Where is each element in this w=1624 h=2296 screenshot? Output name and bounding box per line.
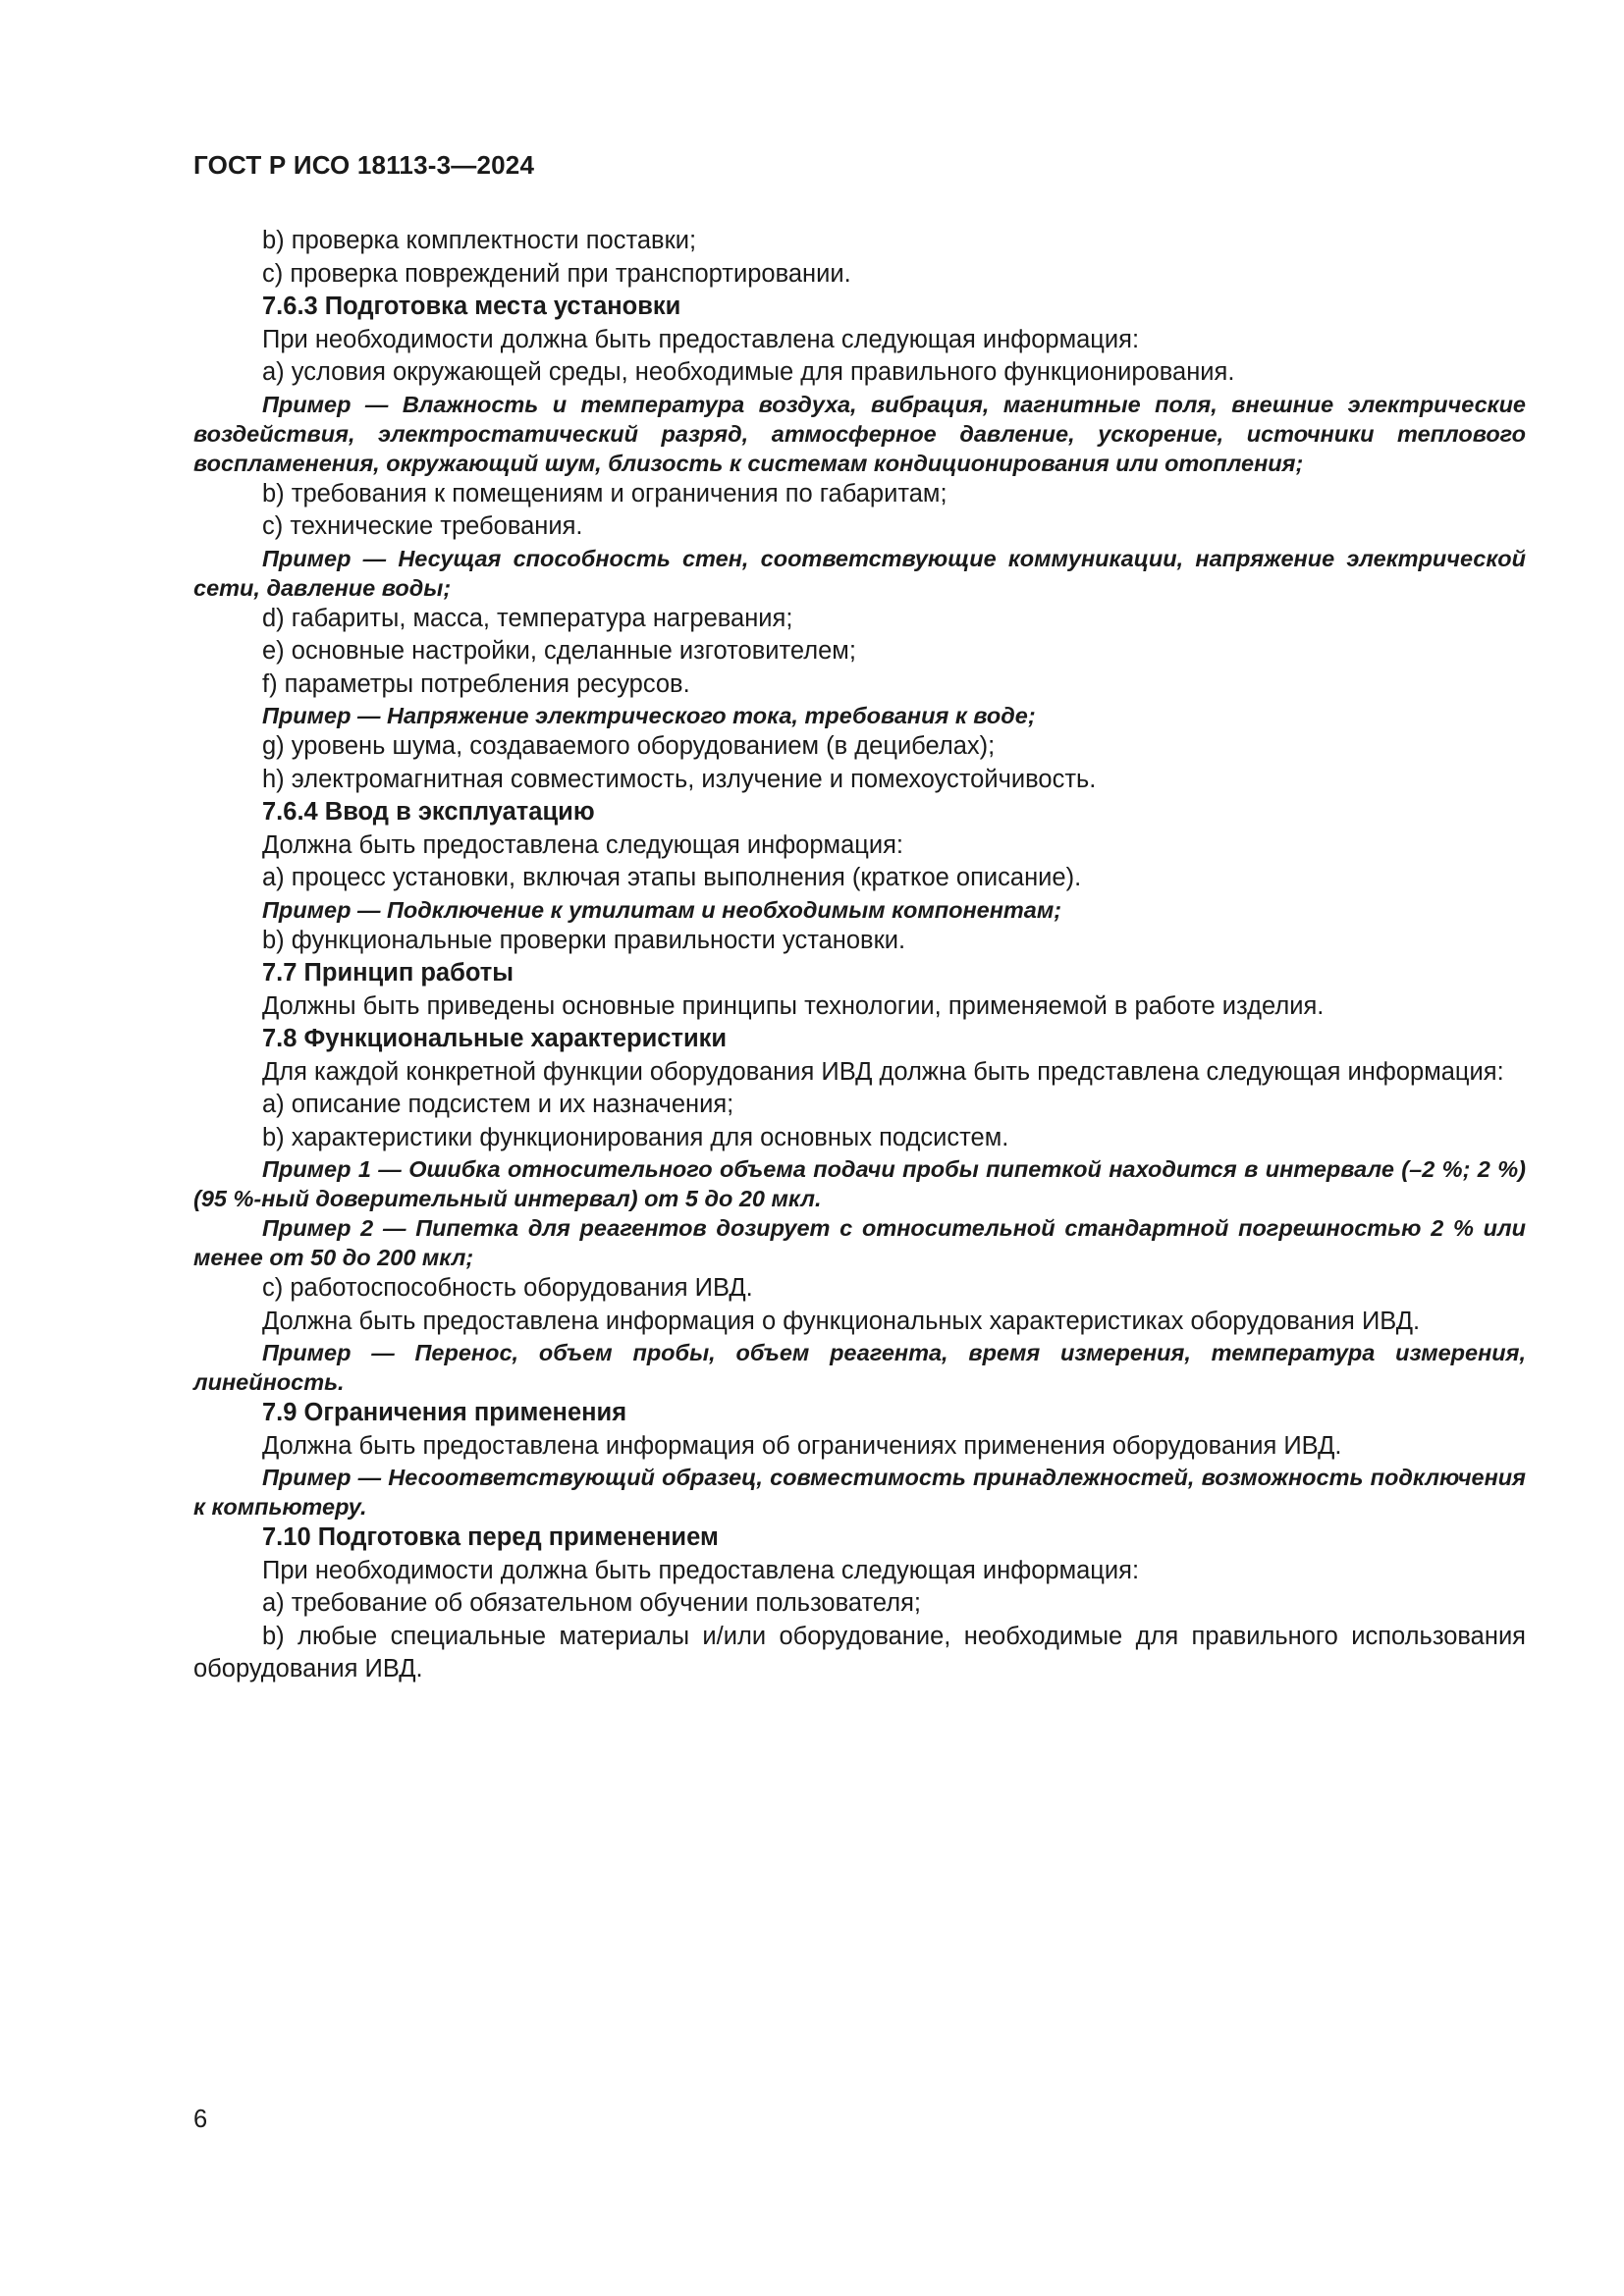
list-item: g) уровень шума, создаваемого оборудованием (в децибелах); [262, 732, 996, 760]
example-note: Пример — Несоответствующий образец, совместимость принадлежностей, возможность подключения к компьютеру. [193, 1465, 1526, 1520]
list-item: a) условия окружающей среды, необходимые для правильного функционирования. [262, 358, 1235, 386]
list-item: b) характеристики функционирования для основных подсистем. [262, 1123, 1009, 1151]
list-item: e) основные настройки, сделанные изготовителем; [262, 637, 856, 665]
paragraph: Должна быть предоставлена информация об ограничениях применения оборудования ИВД. [262, 1431, 1342, 1460]
list-item: b) проверка комплектности поставки; [262, 227, 697, 254]
example-note: Пример — Подключение к утилитам и необходимым компонентам; [262, 896, 1062, 923]
paragraph: Должна быть предоставлена информация о функциональных характеристиках оборудования ИВД. [262, 1307, 1421, 1335]
subsection-heading-7-6-4: 7.6.4 Ввод в эксплуатацию [262, 798, 595, 826]
list-item: h) электромагнитная совместимость, излучение и помехоустойчивость. [262, 765, 1097, 793]
list-item: b) функциональные проверки правильности установки. [262, 926, 906, 954]
section-heading-7-10: 7.10 Подготовка перед применением [262, 1523, 719, 1551]
paragraph: Должна быть предоставлена следующая информация: [262, 830, 904, 859]
page-number: 6 [193, 2106, 208, 2133]
list-item: a) процесс установки, включая этапы выполнения (краткое описание). [262, 864, 1082, 891]
list-item: a) описание подсистем и их назначения; [262, 1091, 734, 1118]
section-heading-7-8: 7.8 Функциональные характеристики [262, 1025, 728, 1052]
list-item: f) параметры потребления ресурсов. [262, 669, 690, 698]
example-note: Пример 2 — Пипетка для реагентов дозирует с относительной стандартной погрешностью 2 % или менее от 50 до 200 мкл; [193, 1215, 1526, 1270]
section-heading-7-9: 7.9 Ограничения применения [262, 1399, 627, 1426]
list-item: c) технические требования. [262, 512, 583, 540]
paragraph: Должны быть приведены основные принципы технологии, применяемой в работе изделия. [262, 991, 1325, 1020]
list-item: b) требования к помещениям и ограничения по габаритам; [262, 479, 947, 507]
paragraph: При необходимости должна быть предоставлена следующая информация: [262, 1556, 1140, 1584]
paragraph: При необходимости должна быть предоставлена следующая информация: [262, 325, 1140, 353]
example-note: Пример — Несущая способность стен, соответствующие коммуникации, напряжение электрической сети, давление воды; [193, 545, 1526, 601]
example-note: Пример — Влажность и температура воздуха, вибрация, магнитные поля, внешние электрические воздействия, электростатический разряд, атмосферное давление, ускорение, источники теплового воспламенения, окружающий шум, близость к системам кондиционирования или отопления; [193, 391, 1526, 476]
section-heading-7-7: 7.7 Принцип работы [262, 959, 514, 987]
document-header: ГОСТ Р ИСО 18113-3—2024 [193, 150, 535, 180]
document-body [193, 225, 1526, 1686]
list-item: a) требование об обязательном обучении пользователя; [262, 1589, 921, 1617]
example-note: Пример — Напряжение электрического тока, требования к воде; [262, 703, 1036, 728]
list-item: c) проверка повреждений при транспортировании. [262, 259, 851, 288]
list-item: b) любые специальные материалы и/или оборудование, необходимые для правильного использования оборудования ИВД. [193, 1622, 1526, 1682]
subsection-heading-7-6-3: 7.6.3 Подготовка места установки [262, 293, 681, 320]
example-note: Пример — Перенос, объем пробы, объем реагента, время измерения, температура измерения, линейность. [193, 1340, 1526, 1395]
list-item: c) работоспособность оборудования ИВД. [262, 1274, 753, 1302]
list-item: d) габариты, масса, температура нагревания; [262, 604, 793, 632]
paragraph: Для каждой конкретной функции оборудования ИВД должна быть представлена следующая информация: [262, 1057, 1504, 1086]
example-note: Пример 1 — Ошибка относительного объема подачи пробы пипеткой находится в интервале (–2 %; 2 %) (95 %-ный доверительный интервал) от 5 до 20 мкл. [193, 1156, 1526, 1211]
